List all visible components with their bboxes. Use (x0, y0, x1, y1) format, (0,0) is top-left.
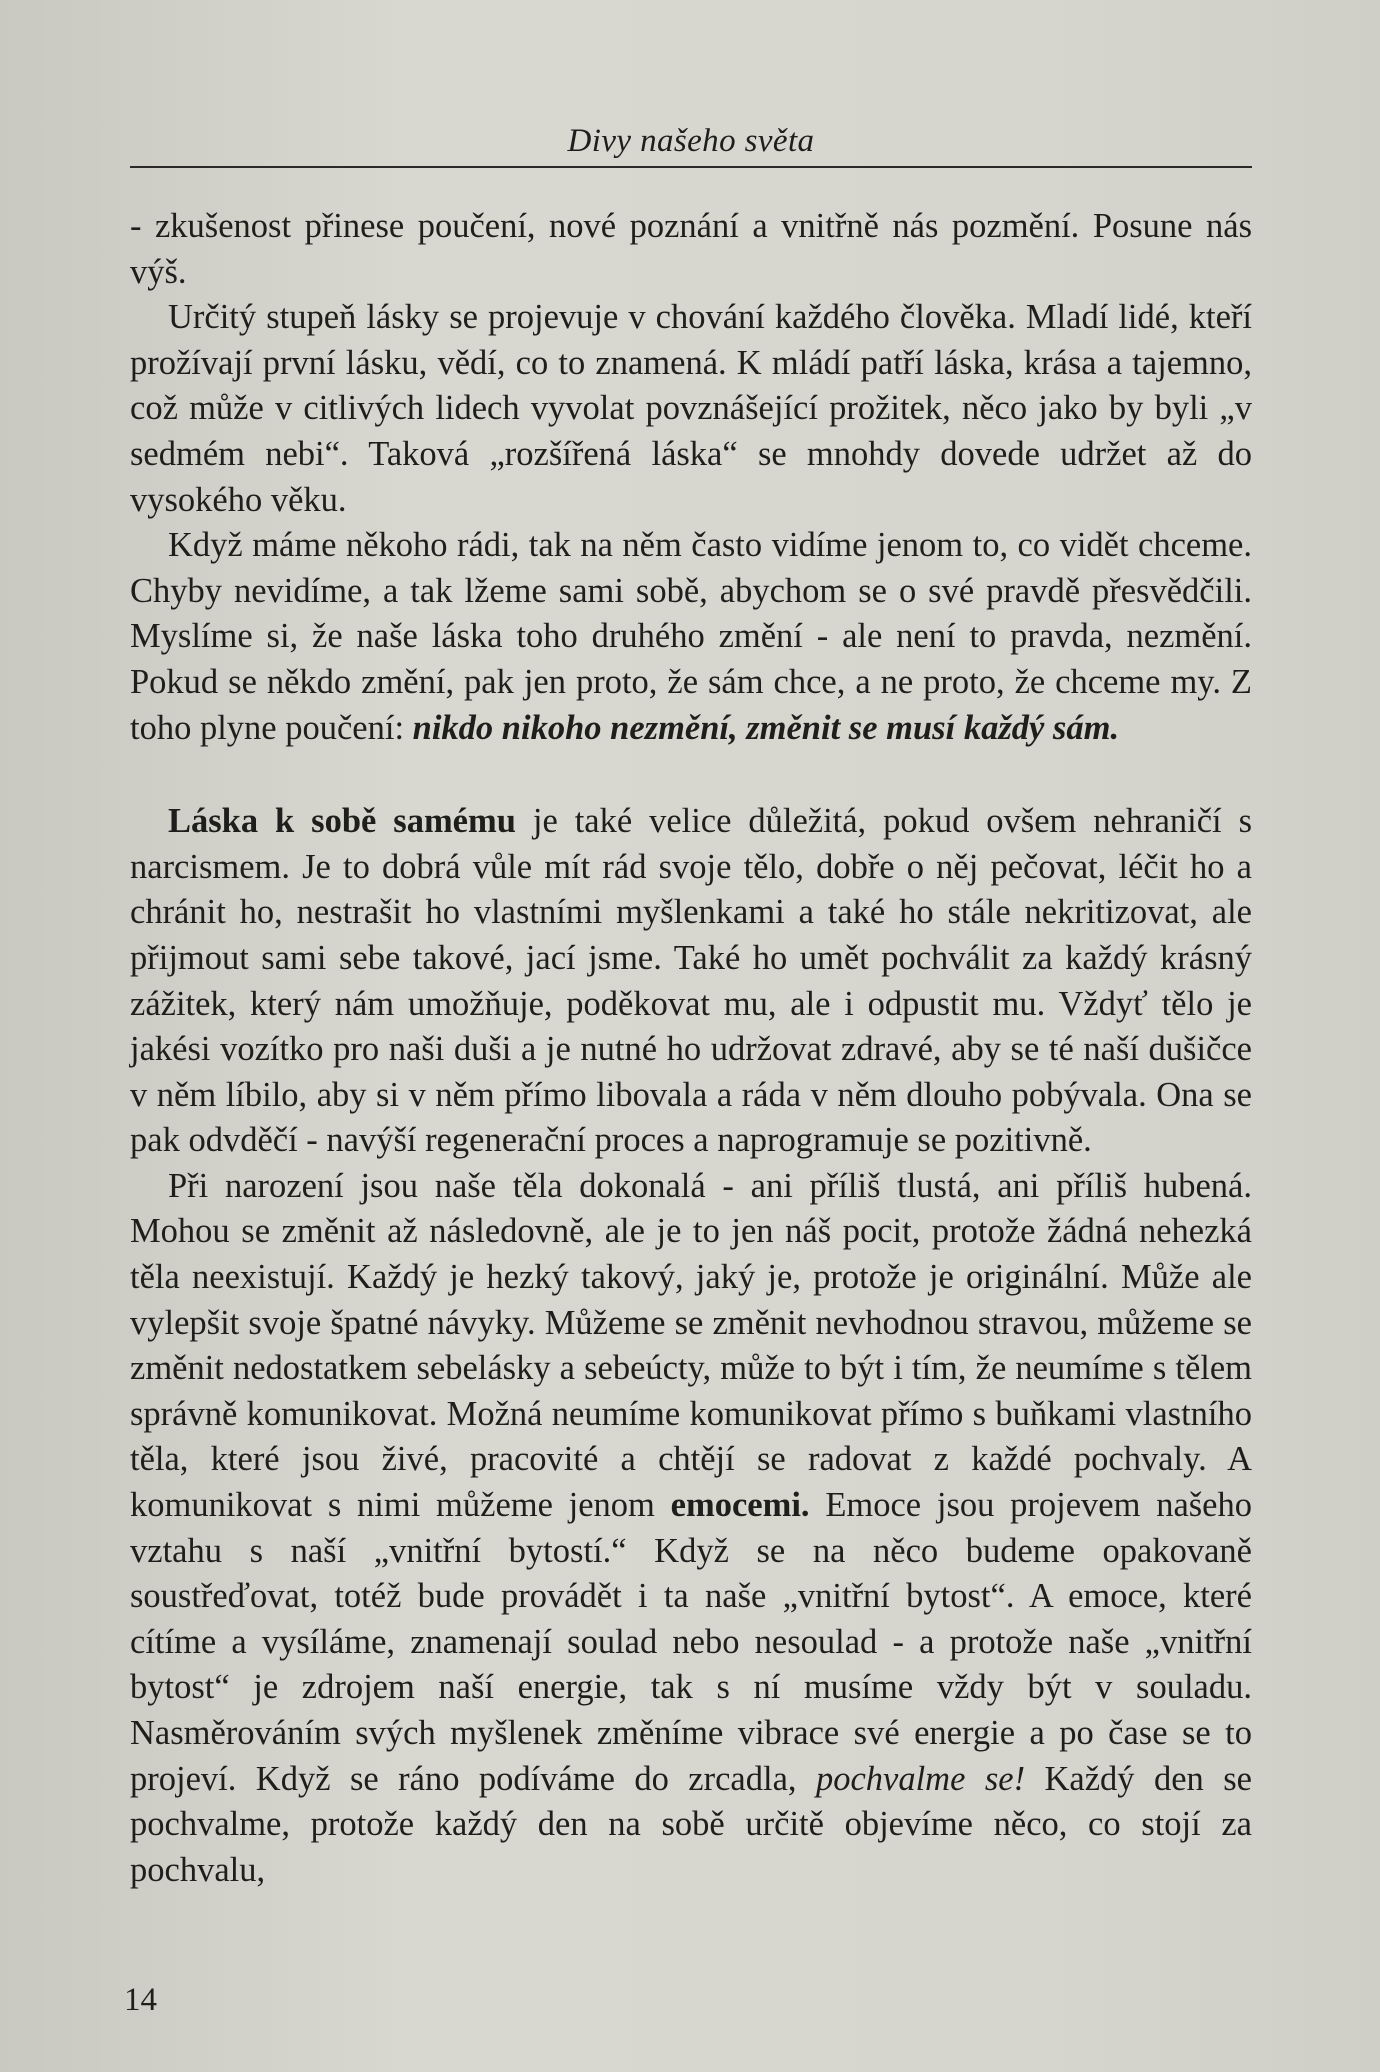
paragraph-5-italic-term: pochvalme se! (815, 1759, 1026, 1798)
paragraph-3-emphasis: nikdo nikoho nezmění, změnit se musí každý sám. (412, 708, 1120, 747)
paragraph-5-text-b: Emoce jsou projevem našeho vztahu s naší „vnitřní bytostí.“ Když se na něco budeme opakovaně soustřeďovat, totéž bude provádět i ta naše „vnitřní bytost“. A emoce, které cítíme a vysíláme, znamenají soulad nebo nesoulad - a protože naše „vnitřní bytost“ je zdrojem naší energie, tak s ní musíme vždy být v souladu. Nasměrováním svých myšlenek změníme vibrace své energie a po čase se to projeví. Když se ráno podíváme do zrcadla, (130, 1486, 1253, 1798)
paragraph-5-text-c: Každý den se pochvalme, protože každý den na sobě určitě objevíme něco, co stojí za pochvalu, (130, 1759, 1252, 1889)
body-text (130, 204, 1252, 1893)
header-rule (130, 166, 1252, 168)
paragraph-2-text: Určitý stupeň lásky se projevuje v chování každého člověka. Mladí lidé, kteří prožívají první lásku, vědí, co to znamená. K mládí patří láska, krása a tajemno, což může v citlivých lidech vyvolat povznášející prožitek, něco jako by byli „v sedmém nebi“. Taková „rozšířená láska“ se mnohdy dovede udržet až do vysokého věku. (130, 298, 1252, 519)
page-number: 14 (124, 1982, 157, 2018)
paragraph-5-bold-term: emocemi. (670, 1486, 810, 1525)
paragraph-5 (130, 1164, 1252, 1894)
paragraph-1-text: - zkušenost přinese poučení, nové poznání a vnitřně nás pozmění. Posune nás výš. (130, 207, 1252, 291)
paragraph-3-text: Když máme někoho rádi, tak na něm často vidíme jenom to, co vidět chceme. Chyby nevidíme, a tak lžeme sami sobě, abychom se o své pravdě přesvědčili. Myslíme si, že naše láska toho druhého změní - ale není to pravda, nezmění. Pokud se někdo změní, pak jen proto, že sám chce, a ne proto, že chceme my. Z toho plyne poučení: (130, 526, 1252, 747)
paragraph-4-lead-term: Láska k sobě samému (168, 802, 516, 841)
book-page (124, 112, 1253, 2032)
paragraph-4 (130, 799, 1252, 1164)
paragraph-5-text-a: Při narození jsou naše těla dokonalá - ani příliš tlustá, ani příliš hubená. Mohou se změnit až následovně, ale je to jen náš pocit, protože žádná nehezká těla neexistují. Každý je hezký takový, jaký je, protože je originální. Může ale vylepšit svoje špatné návyky. Můžeme se změnit nevhodnou stravou, můžeme se změnit nedostatkem sebelásky a sebeúcty, může to být i tím, že neumíme s tělem správně komunikovat. Možná neumíme komunikovat přímo s buňkami vlastního těla, které jsou živé, pracovité a chtějí se radovat z každé pochvaly. A komunikovat s nimi můžeme jenom (130, 1166, 1252, 1525)
paragraph-2 (130, 295, 1252, 523)
paragraph-4-text: je také velice důležitá, pokud ovšem nehraničí s narcismem. Je to dobrá vůle mít rád svoje tělo, dobře o něj pečovat, léčit ho a chránit ho, nestrašit ho vlastními myšlenkami a také ho stále nekritizovat, ale přijmout sami sebe takové, jací jsme. Také ho umět pochválit za každý krásný zážitek, který nám umožňuje, poděkovat mu, ale i odpustit mu. Vždyť tělo je jakési vozítko pro naši duši a je nutné ho udržovat zdravé, aby se té naší dušičce v něm líbilo, aby si v něm přímo libovala a ráda v něm dlouho pobývala. Ona se pak odvděčí - navýší regenerační proces a naprogramuje se pozitivně. (130, 802, 1252, 1160)
running-head-title: Divy našeho světa (567, 123, 815, 159)
paragraph-1 (130, 204, 1252, 295)
paragraph-3 (130, 523, 1252, 751)
